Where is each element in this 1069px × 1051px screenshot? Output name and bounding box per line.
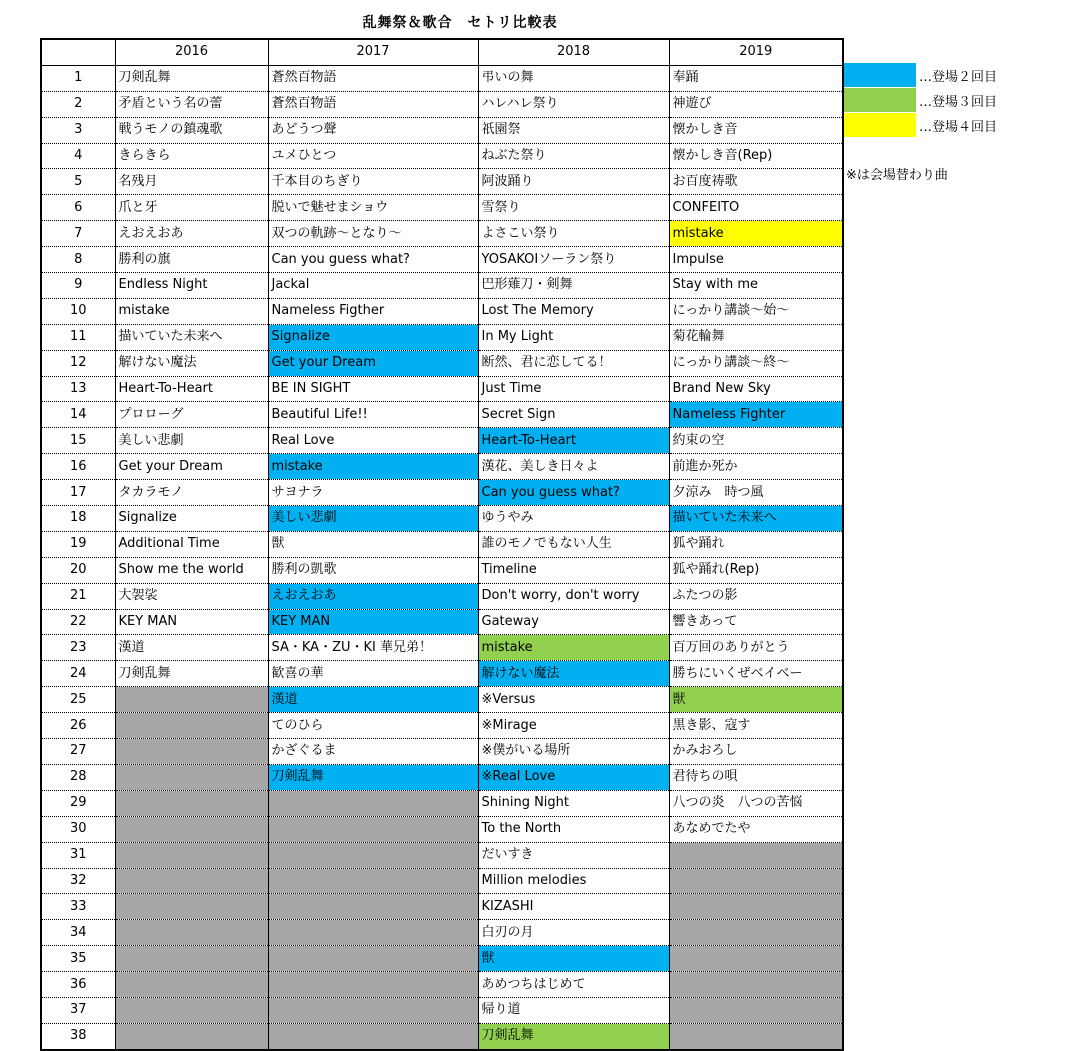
row-number: 34 <box>41 920 115 946</box>
row-number: 9 <box>41 273 115 299</box>
song-cell <box>115 713 268 739</box>
row-number: 17 <box>41 480 115 506</box>
table-row <box>41 868 843 894</box>
legend-item-third <box>844 88 997 112</box>
row-number: 30 <box>41 816 115 842</box>
row-number: 1 <box>41 65 115 91</box>
table-row <box>41 350 843 376</box>
song-cell: Show me the world <box>115 557 268 583</box>
song-cell: Million melodies <box>478 868 669 894</box>
song-cell: ※僕がいる場所 <box>478 739 669 765</box>
song-cell: Heart-To-Heart <box>115 376 268 402</box>
song-cell <box>268 997 478 1023</box>
table-row <box>41 583 843 609</box>
row-number: 20 <box>41 557 115 583</box>
setlist-table <box>40 38 844 1051</box>
song-cell <box>669 972 843 998</box>
song-cell: Real Love <box>268 428 478 454</box>
song-cell: えおえおあ <box>115 221 268 247</box>
song-cell: Just Time <box>478 376 669 402</box>
header-cell-year: 2016 <box>115 39 268 65</box>
song-cell: Timeline <box>478 557 669 583</box>
song-cell: mistake <box>268 454 478 480</box>
song-cell: 響きあって <box>669 609 843 635</box>
song-cell: 漢道 <box>268 687 478 713</box>
song-cell: 獣 <box>268 531 478 557</box>
table-row <box>41 972 843 998</box>
song-cell: 刀剣乱舞 <box>115 661 268 687</box>
song-cell: KIZASHI <box>478 894 669 920</box>
song-cell: 白刃の月 <box>478 920 669 946</box>
table-row <box>41 946 843 972</box>
row-number: 19 <box>41 531 115 557</box>
song-cell: 勝利の旗 <box>115 247 268 273</box>
header-row <box>41 39 843 65</box>
song-cell: プロローグ <box>115 402 268 428</box>
song-cell: 美しい悲劇 <box>115 428 268 454</box>
song-cell <box>268 842 478 868</box>
song-cell <box>115 739 268 765</box>
table-row <box>41 920 843 946</box>
header-cell-year: 2017 <box>268 39 478 65</box>
song-cell: 描いていた未来へ <box>115 324 268 350</box>
table-row <box>41 247 843 273</box>
row-number: 8 <box>41 247 115 273</box>
table-row <box>41 661 843 687</box>
song-cell: Beautiful Life!! <box>268 402 478 428</box>
row-number: 22 <box>41 609 115 635</box>
song-cell: 帰り道 <box>478 997 669 1023</box>
row-number: 12 <box>41 350 115 376</box>
row-number: 31 <box>41 842 115 868</box>
song-cell: Can you guess what? <box>478 480 669 506</box>
table-row <box>41 454 843 480</box>
song-cell: 爪と牙 <box>115 195 268 221</box>
song-cell: サヨナラ <box>268 480 478 506</box>
song-cell: 双つの軌跡〜となり〜 <box>268 221 478 247</box>
table-row <box>41 506 843 532</box>
song-cell: にっかり講談〜始〜 <box>669 298 843 324</box>
row-number: 21 <box>41 583 115 609</box>
row-number: 3 <box>41 117 115 143</box>
song-cell <box>268 972 478 998</box>
table-row <box>41 842 843 868</box>
song-cell: 蒼然百物語 <box>268 65 478 91</box>
song-cell: Nameless Figther <box>268 298 478 324</box>
song-cell: 刀剣乱舞 <box>115 65 268 91</box>
song-cell <box>669 946 843 972</box>
song-cell: 解けない魔法 <box>478 661 669 687</box>
song-cell: 蒼然百物語 <box>268 91 478 117</box>
song-cell <box>115 1023 268 1049</box>
song-cell: In My Light <box>478 324 669 350</box>
song-cell <box>115 868 268 894</box>
song-cell: 勝利の凱歌 <box>268 557 478 583</box>
song-cell: お百度祷歌 <box>669 169 843 195</box>
song-cell: 獣 <box>669 687 843 713</box>
song-cell: YOSAKOIソーラン祭り <box>478 247 669 273</box>
song-cell: CONFEITO <box>669 195 843 221</box>
row-number: 32 <box>41 868 115 894</box>
song-cell: ハレハレ祭り <box>478 91 669 117</box>
song-cell: ※Mirage <box>478 713 669 739</box>
song-cell: 夕涼み 時つ風 <box>669 480 843 506</box>
row-number: 10 <box>41 298 115 324</box>
song-cell: ゆうやみ <box>478 506 669 532</box>
song-cell: KEY MAN <box>115 609 268 635</box>
song-cell: 断然、君に恋してる！ <box>478 350 669 376</box>
song-cell: 大袈裟 <box>115 583 268 609</box>
table-row <box>41 764 843 790</box>
song-cell: 勝ちにいくぜベイベー <box>669 661 843 687</box>
song-cell <box>115 920 268 946</box>
song-cell: 漢道 <box>115 635 268 661</box>
row-number: 13 <box>41 376 115 402</box>
row-number: 24 <box>41 661 115 687</box>
song-cell: タカラモノ <box>115 480 268 506</box>
legend-label: …登場２回目 <box>919 69 998 85</box>
song-cell: 約束の空 <box>669 428 843 454</box>
row-number: 28 <box>41 764 115 790</box>
song-cell: 阿波踊り <box>478 169 669 195</box>
legend-item-fourth <box>844 113 997 137</box>
table-row <box>41 221 843 247</box>
row-number: 16 <box>41 454 115 480</box>
song-cell: Get your Dream <box>268 350 478 376</box>
row-number: 33 <box>41 894 115 920</box>
song-cell <box>268 816 478 842</box>
song-cell: ※Versus <box>478 687 669 713</box>
song-cell: Gateway <box>478 609 669 635</box>
song-cell: 弔いの舞 <box>478 65 669 91</box>
song-cell: 懐かしき音(Rep) <box>669 143 843 169</box>
song-cell: かみおろし <box>669 739 843 765</box>
table-row <box>41 739 843 765</box>
song-cell <box>669 997 843 1023</box>
song-cell: Lost The Memory <box>478 298 669 324</box>
song-cell: 獣 <box>478 946 669 972</box>
table-row <box>41 609 843 635</box>
song-cell: 歓喜の華 <box>268 661 478 687</box>
song-cell: よさこい祭り <box>478 221 669 247</box>
table-row <box>41 298 843 324</box>
legend-swatch-green <box>844 88 916 112</box>
song-cell: えおえおあ <box>268 583 478 609</box>
song-cell: Don't worry, don't worry <box>478 583 669 609</box>
song-cell <box>669 920 843 946</box>
song-cell: KEY MAN <box>268 609 478 635</box>
song-cell: Secret Sign <box>478 402 669 428</box>
song-cell: 奉踊 <box>669 65 843 91</box>
row-number: 4 <box>41 143 115 169</box>
song-cell: 狐や踊れ(Rep) <box>669 557 843 583</box>
table-row <box>41 480 843 506</box>
song-cell <box>268 946 478 972</box>
song-cell: 美しい悲劇 <box>268 506 478 532</box>
header-cell-number <box>41 39 115 65</box>
song-cell: 懐かしき音 <box>669 117 843 143</box>
song-cell: mistake <box>669 221 843 247</box>
song-cell: Shining Night <box>478 790 669 816</box>
song-cell <box>115 946 268 972</box>
table-row <box>41 324 843 350</box>
table-row <box>41 713 843 739</box>
row-number: 5 <box>41 169 115 195</box>
song-cell: mistake <box>478 635 669 661</box>
song-cell: ふたつの影 <box>669 583 843 609</box>
row-number: 18 <box>41 506 115 532</box>
row-number: 23 <box>41 635 115 661</box>
table-row <box>41 635 843 661</box>
row-number: 35 <box>41 946 115 972</box>
legend-item-second <box>844 63 997 87</box>
song-cell <box>268 1023 478 1049</box>
song-cell: あなめでたや <box>669 816 843 842</box>
song-cell: To the North <box>478 816 669 842</box>
song-cell <box>115 842 268 868</box>
song-cell: 君待ちの唄 <box>669 764 843 790</box>
row-number: 11 <box>41 324 115 350</box>
song-cell: 雪祭り <box>478 195 669 221</box>
table-row <box>41 65 843 91</box>
row-number: 25 <box>41 687 115 713</box>
row-number: 36 <box>41 972 115 998</box>
table-row <box>41 531 843 557</box>
song-cell: 黒き影、寇す <box>669 713 843 739</box>
song-cell: かざぐるま <box>268 739 478 765</box>
table-row <box>41 376 843 402</box>
song-cell: Get your Dream <box>115 454 268 480</box>
song-cell: Can you guess what? <box>268 247 478 273</box>
song-cell: Signalize <box>268 324 478 350</box>
song-cell: 漢花、美しき日々よ <box>478 454 669 480</box>
table-row <box>41 997 843 1023</box>
song-cell: 百万回のありがとう <box>669 635 843 661</box>
song-cell: 名残月 <box>115 169 268 195</box>
legend-label: …登場３回目 <box>919 94 998 110</box>
row-number: 7 <box>41 221 115 247</box>
song-cell: mistake <box>115 298 268 324</box>
song-cell: 菊花輪舞 <box>669 324 843 350</box>
sheet-title: 乱舞祭＆歌合 セトリ比較表 <box>362 15 558 31</box>
table-row <box>41 557 843 583</box>
song-cell: てのひら <box>268 713 478 739</box>
table-row <box>41 117 843 143</box>
song-cell: あどうつ聲 <box>268 117 478 143</box>
song-cell <box>115 972 268 998</box>
song-cell: 神遊び <box>669 91 843 117</box>
table-row <box>41 143 843 169</box>
table-row <box>41 91 843 117</box>
song-cell <box>115 997 268 1023</box>
song-cell: BE IN SIGHT <box>268 376 478 402</box>
song-cell: Jackal <box>268 273 478 299</box>
song-cell <box>268 920 478 946</box>
table-row <box>41 195 843 221</box>
table-row <box>41 894 843 920</box>
song-cell: Nameless Fighter <box>669 402 843 428</box>
song-cell: にっかり講談〜終〜 <box>669 350 843 376</box>
row-number: 14 <box>41 402 115 428</box>
table-row <box>41 273 843 299</box>
song-cell <box>669 868 843 894</box>
table-row <box>41 428 843 454</box>
song-cell: 脱いで魅せまショウ <box>268 195 478 221</box>
legend-swatch-blue <box>844 63 916 87</box>
song-cell: Additional Time <box>115 531 268 557</box>
song-cell: Stay with me <box>669 273 843 299</box>
song-cell <box>268 790 478 816</box>
song-cell: Endless Night <box>115 273 268 299</box>
song-cell: 狐や踊れ <box>669 531 843 557</box>
header-cell-year: 2018 <box>478 39 669 65</box>
table-row <box>41 816 843 842</box>
song-cell <box>115 687 268 713</box>
song-cell: 前進か死か <box>669 454 843 480</box>
song-cell <box>115 764 268 790</box>
song-cell: 祇園祭 <box>478 117 669 143</box>
song-cell <box>669 842 843 868</box>
song-cell: 描いていた未来へ <box>669 506 843 532</box>
row-number: 26 <box>41 713 115 739</box>
table-row <box>41 790 843 816</box>
table-row <box>41 1023 843 1049</box>
song-cell: 誰のモノでもない人生 <box>478 531 669 557</box>
song-cell <box>115 816 268 842</box>
song-cell: あめつちはじめて <box>478 972 669 998</box>
table-row <box>41 169 843 195</box>
song-cell: だいすき <box>478 842 669 868</box>
row-number: 38 <box>41 1023 115 1049</box>
song-cell: 巴形薙刀・剣舞 <box>478 273 669 299</box>
row-number: 29 <box>41 790 115 816</box>
song-cell: ねぶた祭り <box>478 143 669 169</box>
row-number: 15 <box>41 428 115 454</box>
song-cell <box>268 868 478 894</box>
song-cell: 刀剣乱舞 <box>478 1023 669 1049</box>
song-cell: きらきら <box>115 143 268 169</box>
row-number: 37 <box>41 997 115 1023</box>
song-cell <box>115 894 268 920</box>
song-cell: Impulse <box>669 247 843 273</box>
song-cell: 八つの炎 八つの苦悩 <box>669 790 843 816</box>
song-cell: 戦うモノの鎮魂歌 <box>115 117 268 143</box>
song-cell: SA・KA・ZU・KI 華兄弟！ <box>268 635 478 661</box>
table-row <box>41 402 843 428</box>
song-cell: 矛盾という名の蕾 <box>115 91 268 117</box>
table-row <box>41 687 843 713</box>
song-cell <box>669 894 843 920</box>
song-cell: Signalize <box>115 506 268 532</box>
row-number: 6 <box>41 195 115 221</box>
song-cell <box>669 1023 843 1049</box>
song-cell: Heart-To-Heart <box>478 428 669 454</box>
song-cell: 千本目のちぎり <box>268 169 478 195</box>
song-cell: ※Real Love <box>478 764 669 790</box>
song-cell: ユメひとつ <box>268 143 478 169</box>
row-number: 27 <box>41 739 115 765</box>
song-cell: 解けない魔法 <box>115 350 268 376</box>
song-cell <box>268 894 478 920</box>
row-number: 2 <box>41 91 115 117</box>
legend-label: …登場４回目 <box>919 119 998 135</box>
header-cell-year: 2019 <box>669 39 843 65</box>
legend-swatch-yellow <box>844 113 916 137</box>
venue-change-note: ※は会場替わり曲 <box>846 168 948 183</box>
song-cell <box>115 790 268 816</box>
song-cell: Brand New Sky <box>669 376 843 402</box>
song-cell: 刀剣乱舞 <box>268 764 478 790</box>
